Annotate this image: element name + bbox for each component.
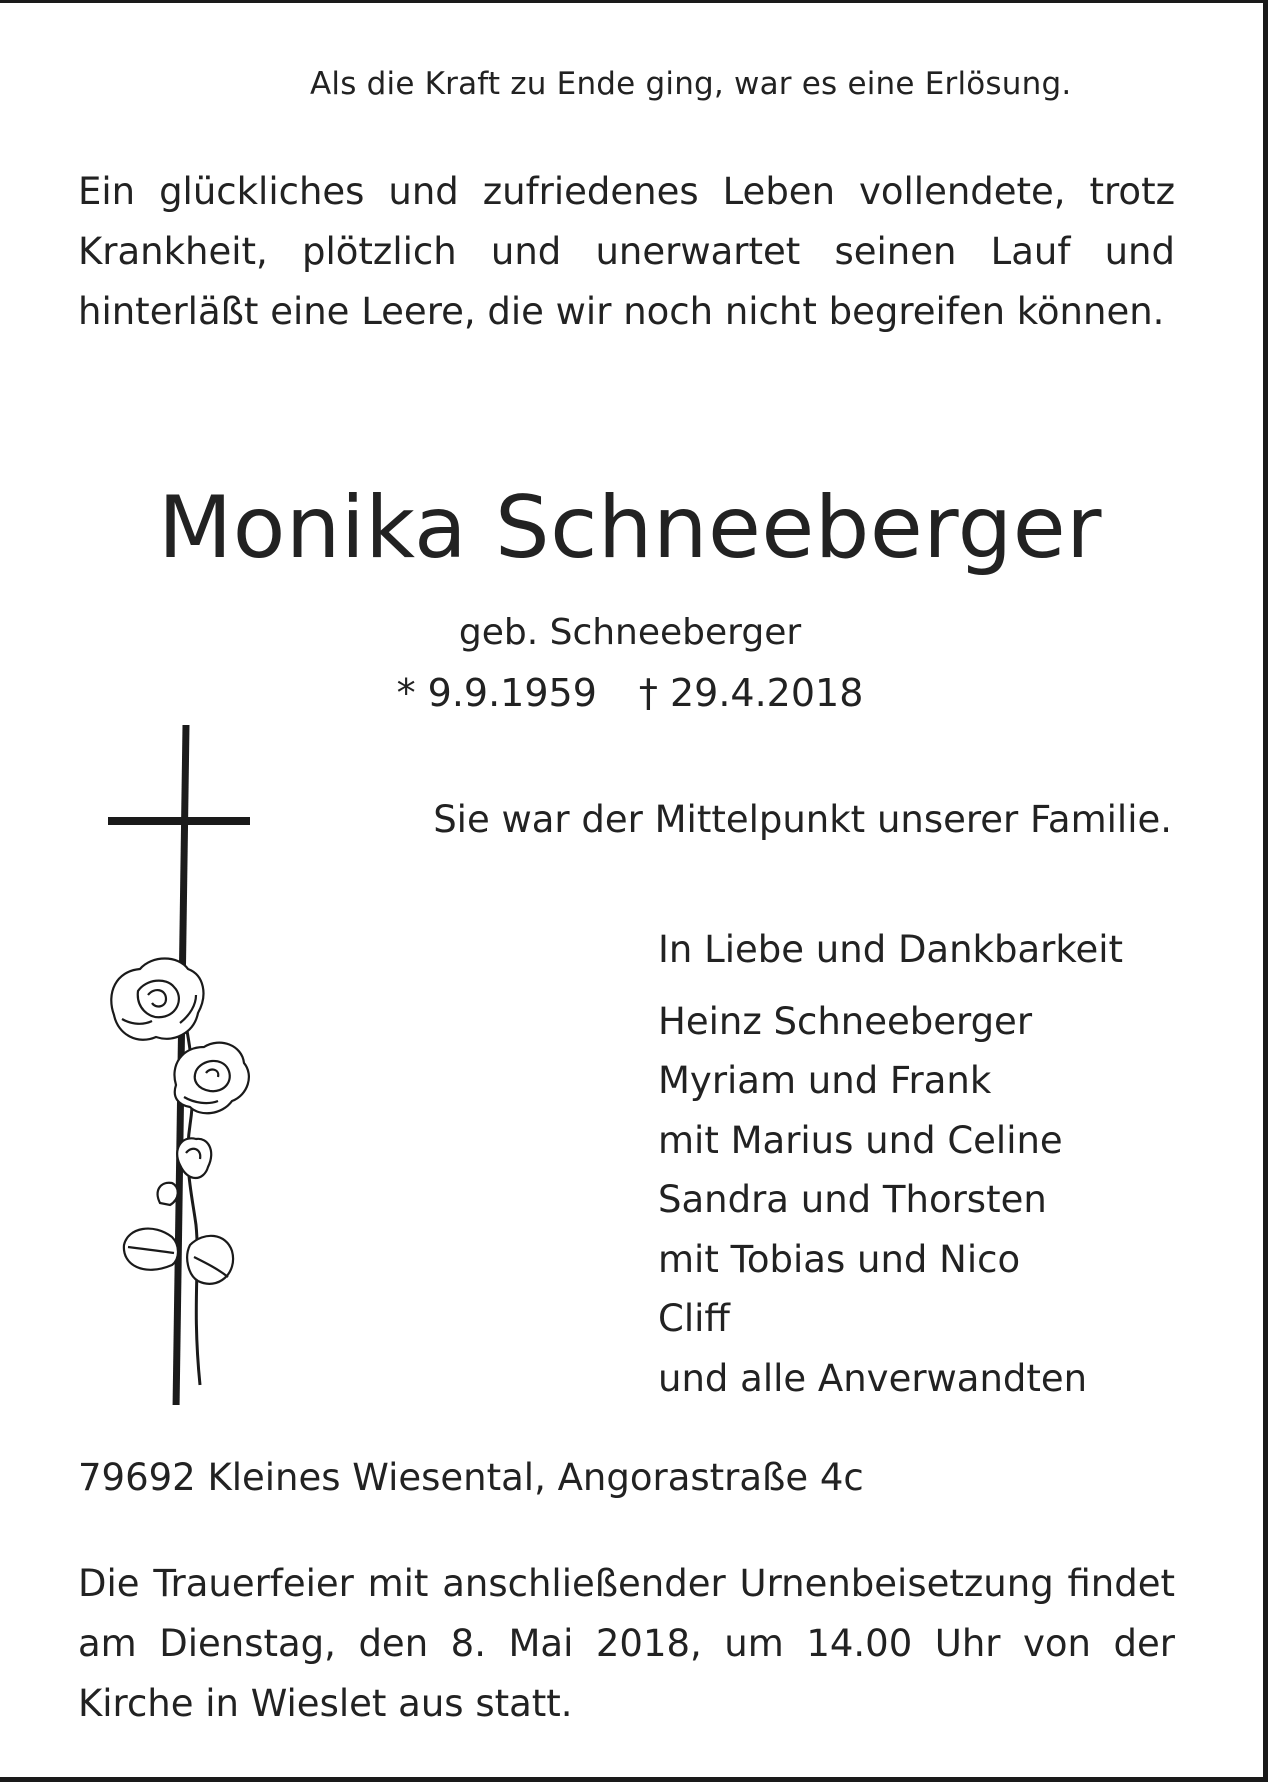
deceased-name: Monika Schneeberger <box>158 478 1102 578</box>
mourners-block <box>658 920 1123 1408</box>
mourner-line: mit Marius und Celine <box>658 1118 1063 1162</box>
intro-paragraph: Ein glückliches und zufriedenes Leben vollendete, trotz Krankheit, plötzlich und unerwartet seinen Lauf und hinterläßt eine Leere, die wir noch nicht begreifen können. <box>78 170 1175 333</box>
mourner-line: Heinz Schneeberger <box>658 999 1033 1043</box>
birth-date: * 9.9.1959 <box>396 671 597 715</box>
cross-with-roses-icon <box>100 725 250 1405</box>
address: 79692 Kleines Wiesental, Angorastraße 4c <box>78 1456 864 1499</box>
funeral-info: Die Trauerfeier mit anschließender Urnenbeisetzung findet am Dienstag, den 8. Mai 2018, um 14.00 Uhr von der Kirche in Wieslet aus statt. <box>78 1562 1175 1725</box>
mourner-line: Sandra und Thorsten <box>658 1178 1047 1221</box>
death-date: † 29.4.2018 <box>638 671 864 715</box>
mourner-line: und alle Anverwandten <box>658 1356 1088 1400</box>
mourner-line: Myriam und Frank <box>658 1059 992 1102</box>
mourner-line: mit Tobias und Nico <box>658 1237 1021 1281</box>
mourner-line: Cliff <box>658 1297 730 1340</box>
birth-name: geb. Schneeberger <box>458 612 802 653</box>
mourners-lead: In Liebe und Dankbarkeit <box>658 928 1124 971</box>
motto: Als die Kraft zu Ende ging, war es eine Erlösung. <box>310 66 1072 102</box>
tagline: Sie war der Mittelpunkt unserer Familie. <box>433 798 1172 841</box>
life-dates <box>0 671 1260 715</box>
